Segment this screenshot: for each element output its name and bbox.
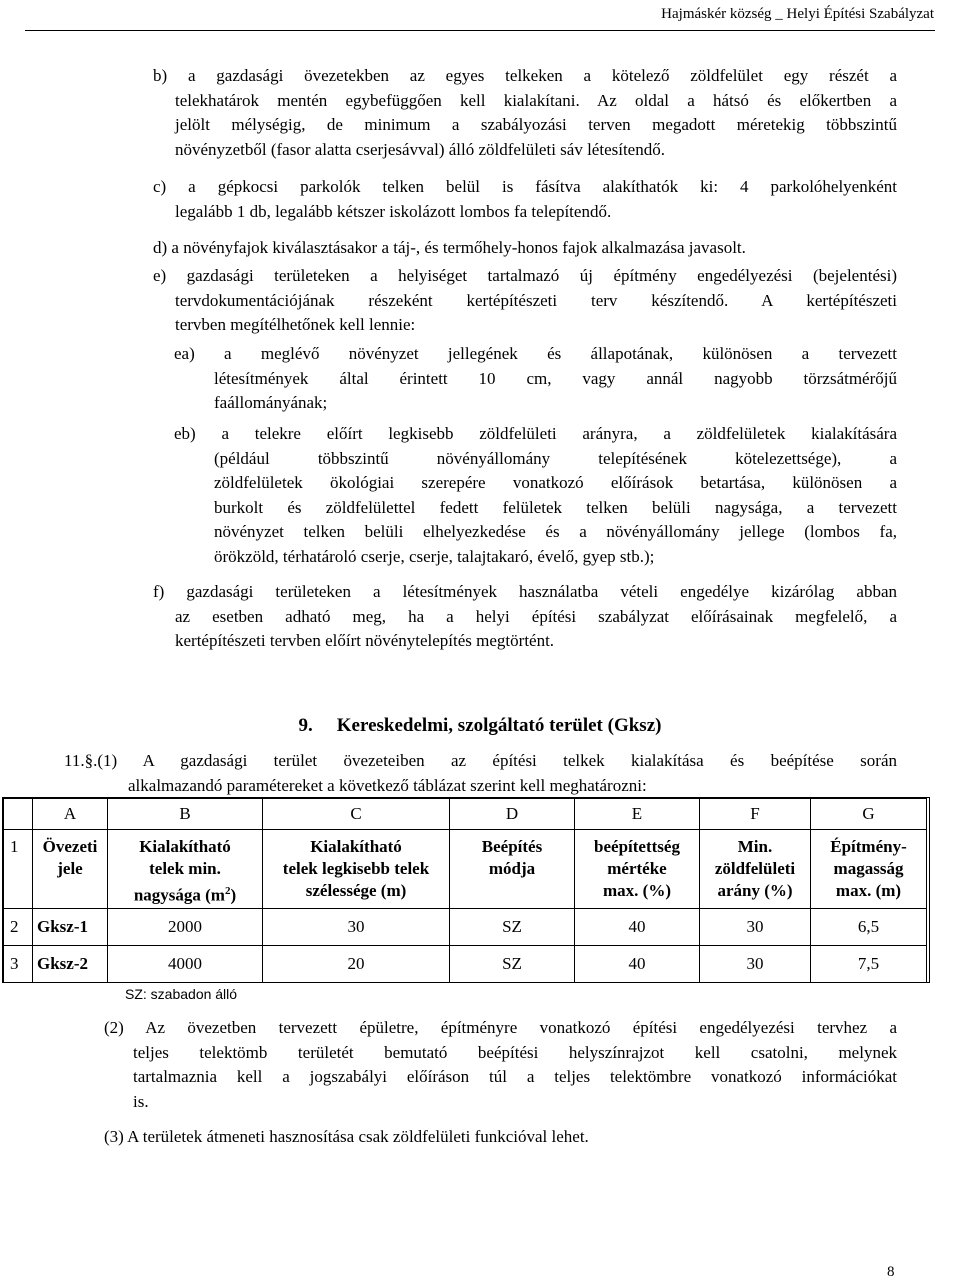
text-line: tervben megítélhetőnek kell lennie: xyxy=(175,315,416,334)
text-line: faállományának; xyxy=(214,393,328,412)
text-line: f) gazdasági területeken a létesítmények használatba vételi engedélye kizárólag abban xyxy=(153,582,897,601)
header-line: mértéke xyxy=(607,859,667,878)
header-line: telek legkisebb telek xyxy=(282,859,430,878)
header-line: max. (m) xyxy=(835,881,902,900)
paragraph-b xyxy=(153,64,897,162)
text-line: örökzöld, térhatároló cserje, cserje, talajtakaró, évelő, gyep stb.); xyxy=(214,546,655,566)
zone-code-cell: Gksz-1 xyxy=(33,909,108,946)
text-line: növényzetből (fasor alatta cserjesávval) álló zöldfelületi sáv létesítendő. xyxy=(175,139,665,159)
table-cell: 30 xyxy=(700,909,811,946)
text-line: az esetben adható meg, ha a helyi építési szabályzat előírásainak megfelelő, a xyxy=(175,606,897,626)
text-line: kertépítészeti tervben előírt növénytelepítés megtörtént. xyxy=(175,631,555,650)
parameters-table xyxy=(3,798,927,983)
text-line: e) gazdasági területeken a helyiséget tartalmazó új építmény engedélyezési (bejelentési) xyxy=(153,266,897,285)
paragraph-e xyxy=(153,264,897,338)
column-letter: F xyxy=(700,799,811,830)
column-letter: A xyxy=(33,799,108,830)
paragraph-eb xyxy=(174,422,897,569)
header-line: jele xyxy=(57,859,83,878)
table-row xyxy=(4,946,927,983)
text-line: teljes telektömb területét bemutató beépítési helyszínrajzot kell csatolni, melynek xyxy=(133,1042,897,1062)
text-line: c) a gépkocsi parkolók telken belül is fásítva alakíthatók ki: 4 parkolóhelyenként xyxy=(153,177,897,196)
paragraph-3 xyxy=(104,1125,897,1150)
header-cell xyxy=(450,830,575,909)
header-line: Építmény- xyxy=(830,837,907,856)
column-letter: G xyxy=(811,799,927,830)
header-line: zöldfelületi xyxy=(714,859,796,878)
text-line: (2) Az övezetben tervezett épületre, építményre vonatkozó építési engedélyezési tervhez a xyxy=(104,1018,897,1037)
text-line: tervdokumentációjának részeként kertépítészeti terv készítendő. A kertépítészeti xyxy=(175,290,897,310)
row-number: 2 xyxy=(4,909,33,946)
column-letter: D xyxy=(450,799,575,830)
header-cell xyxy=(811,830,927,909)
header-cell xyxy=(575,830,700,909)
superscript: 2 xyxy=(224,885,231,897)
header-line: beépítettség xyxy=(594,837,680,856)
header-line: telek min. xyxy=(149,859,221,878)
table-corner-cell xyxy=(4,799,33,830)
table-cell: 6,5 xyxy=(811,909,927,946)
text-line: d) a növényfajok kiválasztásakor a táj-, és termőhely-honos fajok alkalmazása javasolt. xyxy=(153,238,746,257)
header-text: ) xyxy=(230,885,237,905)
table-cell: SZ xyxy=(450,946,575,983)
header-cell xyxy=(108,830,263,909)
table-row xyxy=(4,909,927,946)
paragraph-11-1 xyxy=(64,749,897,798)
table-cell: 40 xyxy=(575,946,700,983)
header-line: szélessége (m) xyxy=(305,881,407,900)
row-number: 3 xyxy=(4,946,33,983)
paragraph-2 xyxy=(104,1016,897,1114)
table-cell: 20 xyxy=(263,946,450,983)
text-line: zöldfelületek ökológiai szerepére vonatkozó előírások betartása, különösen a xyxy=(214,473,897,492)
table-cell: SZ xyxy=(450,909,575,946)
text-line: 11.§.(1) A gazdasági terület övezeteiben az építési telkek kialakítása és beépítése során xyxy=(64,751,897,770)
header-cell xyxy=(263,830,450,909)
header-line: Beépítés xyxy=(481,837,543,856)
header-cell xyxy=(33,830,108,909)
header-line: arány (%) xyxy=(717,881,793,900)
paragraph-f xyxy=(153,580,897,654)
paragraph-d xyxy=(153,236,897,261)
text-line: b) a gazdasági övezetekben az egyes telkeken a kötelező zöldfelület egy részét a xyxy=(153,66,897,85)
header-line: Kialakítható xyxy=(310,837,402,856)
section-title-text: Kereskedelmi, szolgáltató terület (Gksz) xyxy=(336,715,662,736)
table-cell: 40 xyxy=(575,909,700,946)
header-line: módja xyxy=(488,859,536,878)
text-line: burkolt és zöldfelülettel fedett felületek telken belüli nagysága, a tervezett xyxy=(214,497,897,517)
section-number: 9. xyxy=(298,715,313,736)
text-line: eb) a telekre előírt legkisebb zöldfelületi arányra, a zöldfelületek kialakítására xyxy=(174,424,897,443)
text-line: is. xyxy=(133,1091,149,1111)
table-column-letters-row xyxy=(4,799,927,830)
text-line: létesítmények által érintett 10 cm, vagy annál nagyobb törzsátmérőjű xyxy=(214,368,897,388)
table-cell: 2000 xyxy=(108,909,263,946)
section-title xyxy=(0,715,960,737)
table-cell: 4000 xyxy=(108,946,263,983)
text-line: (például többszintű növényállomány telepítésének kötelezettsége), a xyxy=(214,448,897,468)
page-number: 8 xyxy=(887,1264,895,1280)
header-line: Övezeti xyxy=(42,837,98,856)
header-cell xyxy=(700,830,811,909)
paragraph-c xyxy=(153,175,897,224)
text-line: tartalmaznia kell a jogszabályi előíráson túl a teljes telektömbre vonatkozó információkat xyxy=(133,1067,897,1086)
table-cell: 30 xyxy=(700,946,811,983)
header-line: max. (%) xyxy=(603,881,671,900)
header-rule xyxy=(25,30,935,31)
zone-code-cell: Gksz-2 xyxy=(33,946,108,983)
header-line: magasság xyxy=(833,859,904,878)
column-letter: B xyxy=(108,799,263,830)
header-line: Min. xyxy=(737,837,773,856)
header-line xyxy=(108,880,262,907)
paragraph-ea xyxy=(174,342,897,416)
text-line: legalább 1 db, legalább kétszer iskolázott lombos fa telepítendő. xyxy=(175,201,612,221)
text-line: alkalmazandó paramétereket a következő táblázat szerint kell meghatározni: xyxy=(128,775,647,795)
column-letter: C xyxy=(263,799,450,830)
text-line: jelölt mélységig, de minimum a szabályozási terven megadott méretekig többszintű xyxy=(175,115,897,134)
text-line: (3) A területek átmeneti hasznosítása csak zöldfelületi funkcióval lehet. xyxy=(104,1127,589,1146)
table-cell: 30 xyxy=(263,909,450,946)
page-header: Hajmáskér község _ Helyi Építési Szabályzat xyxy=(661,6,934,22)
header-line: Kialakítható xyxy=(139,837,231,856)
text-line: növényzet telken belüli elhelyezkedése és a növényállomány jellege (lombos fa, xyxy=(214,522,897,541)
table-cell: 7,5 xyxy=(811,946,927,983)
text-line: telekhatárok mentén egybefüggően kell kialakítani. Az oldal a hátsó és előkertben a xyxy=(175,90,897,110)
row-number: 1 xyxy=(4,830,33,909)
table-footnote: SZ: szabadon álló xyxy=(125,986,238,1002)
column-letter: E xyxy=(575,799,700,830)
table-header-row xyxy=(4,830,927,909)
text-line: ea) a meglévő növényzet jellegének és állapotának, különösen a tervezett xyxy=(174,344,897,363)
header-text: nagysága (m xyxy=(133,885,225,905)
